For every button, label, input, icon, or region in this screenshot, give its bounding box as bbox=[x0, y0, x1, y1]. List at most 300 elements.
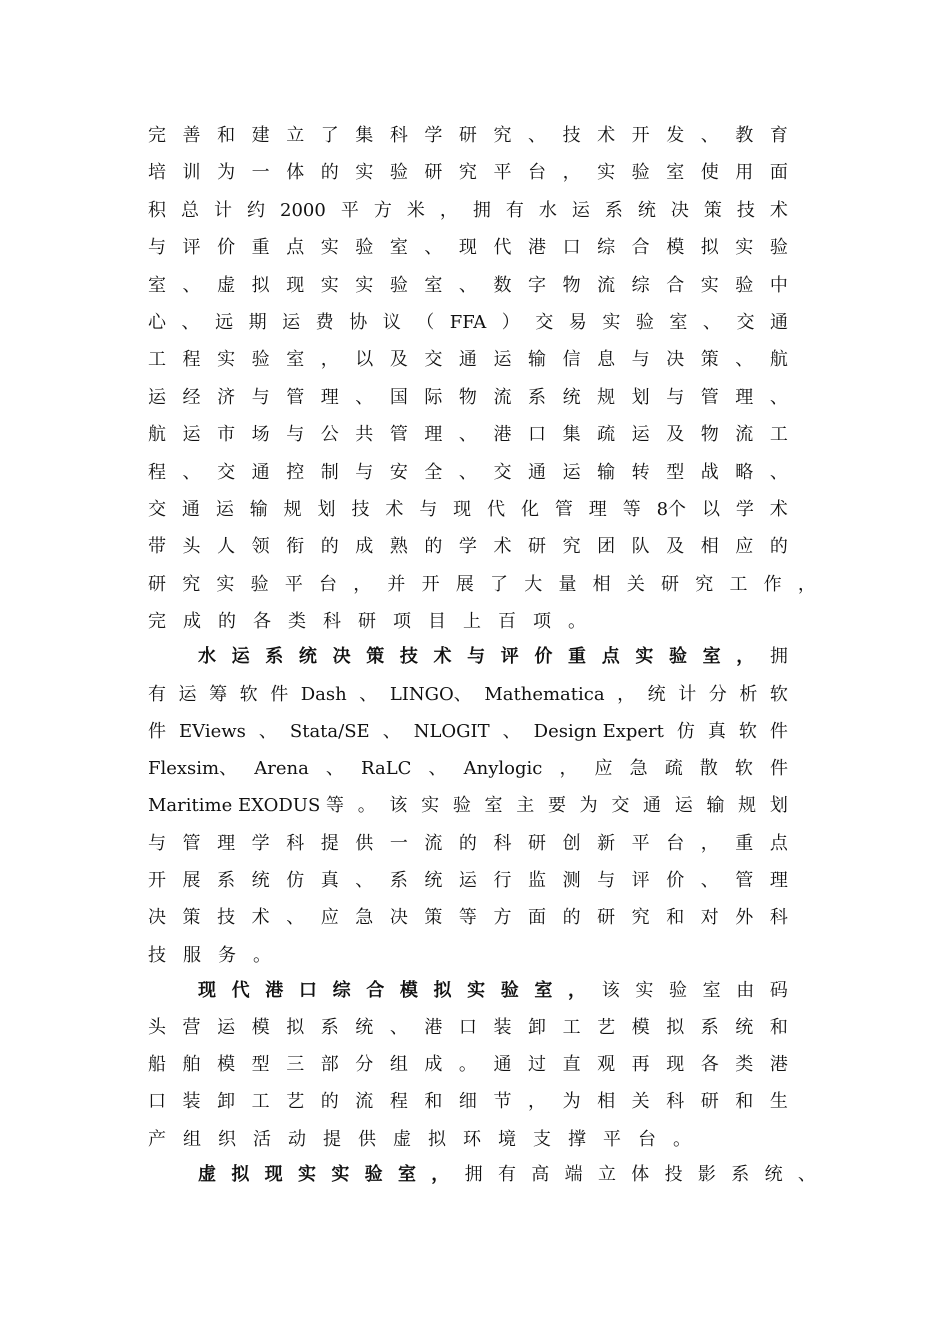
text-token: 再 bbox=[631, 1054, 650, 1075]
text-token: 与 bbox=[631, 349, 650, 370]
bold-heading-char: 水 bbox=[198, 646, 216, 667]
text-token: 艺 bbox=[597, 1017, 616, 1038]
text-token: 理 bbox=[735, 387, 754, 408]
bold-heading-char: 模 bbox=[399, 980, 418, 1001]
text-token: 的 bbox=[218, 611, 236, 632]
text-token: 远 bbox=[215, 312, 234, 333]
text-token: 善 bbox=[182, 125, 201, 146]
text-token: 与 bbox=[286, 424, 305, 445]
bold-heading-char: 现 bbox=[198, 980, 216, 1001]
text-token: 平 bbox=[631, 833, 650, 854]
text-token: 运 bbox=[631, 424, 650, 445]
text-token: 发 bbox=[666, 125, 685, 146]
text-token: 术 bbox=[385, 499, 404, 520]
text-token: 、 bbox=[181, 312, 200, 333]
text-token: 科 bbox=[666, 1091, 685, 1112]
text-token: 相 bbox=[597, 1091, 616, 1112]
bold-heading-char: 代 bbox=[231, 980, 250, 1001]
text-token: 营 bbox=[182, 1017, 201, 1038]
text-token: 型 bbox=[666, 462, 685, 483]
text-token: 口 bbox=[148, 1091, 166, 1112]
text-token: 研 bbox=[700, 1091, 719, 1112]
text-token: 程 bbox=[389, 1091, 408, 1112]
text-token: 研 bbox=[458, 125, 477, 146]
text-token: 要 bbox=[547, 795, 566, 816]
text-token: 制 bbox=[320, 462, 339, 483]
text-token: 策 bbox=[703, 200, 722, 221]
text-token: 科 bbox=[769, 907, 788, 928]
text-token: 决 bbox=[389, 907, 408, 928]
text-token: 领 bbox=[251, 536, 270, 557]
text-token: 作 bbox=[763, 574, 782, 595]
text-token: 三 bbox=[286, 1054, 305, 1075]
text-token: 室 bbox=[702, 980, 721, 1001]
text-token: 输 bbox=[528, 349, 547, 370]
text-token: 实 bbox=[735, 237, 754, 258]
bold-heading-char: 价 bbox=[534, 646, 553, 667]
text-token: 学 bbox=[458, 536, 477, 557]
text-token: 软 bbox=[734, 758, 753, 779]
text-token: 易 bbox=[568, 312, 587, 333]
text-token: 验 bbox=[355, 237, 374, 258]
text-token: 组 bbox=[183, 1129, 201, 1150]
text-token: 为 bbox=[217, 162, 236, 183]
text-token: 研 bbox=[661, 574, 680, 595]
text-token: 室 bbox=[484, 795, 503, 816]
text-token: 行 bbox=[493, 870, 512, 891]
text-token: 积 bbox=[148, 200, 166, 221]
text-token: 、 bbox=[458, 275, 477, 296]
text-token: 运 bbox=[148, 387, 166, 408]
text-token: Flexsim、 bbox=[148, 758, 238, 779]
text-token: 术 bbox=[251, 907, 270, 928]
text-token: ， bbox=[797, 574, 816, 595]
text-token: 服 bbox=[183, 945, 201, 966]
text-line bbox=[148, 1050, 788, 1080]
text-token: 、 bbox=[458, 424, 477, 445]
text-token: 影 bbox=[697, 1164, 716, 1185]
text-token: 平 bbox=[340, 200, 359, 221]
text-token: 开 bbox=[631, 125, 650, 146]
text-token: 和 bbox=[217, 125, 236, 146]
text-token: 模 bbox=[666, 237, 685, 258]
text-token: 相 bbox=[592, 574, 611, 595]
text-token: 各 bbox=[700, 1054, 719, 1075]
text-token: 、 bbox=[355, 870, 374, 891]
text-token: 研 bbox=[358, 611, 376, 632]
text-token: 流 bbox=[597, 275, 616, 296]
text-token: LINGO、 bbox=[389, 684, 472, 705]
text-token: 规 bbox=[283, 499, 302, 520]
text-token: 真 bbox=[707, 721, 726, 742]
text-token: 总 bbox=[181, 200, 199, 221]
text-token: 技 bbox=[562, 125, 581, 146]
text-token: 室 bbox=[389, 237, 408, 258]
text-token: 集 bbox=[562, 424, 581, 445]
text-token: 航 bbox=[148, 424, 166, 445]
text-token: 等 bbox=[458, 907, 477, 928]
text-token: 管 bbox=[182, 833, 201, 854]
text-token: 流 bbox=[355, 1091, 374, 1112]
text-token: 使 bbox=[700, 162, 719, 183]
text-token: 软 bbox=[738, 721, 757, 742]
text-token: 以 bbox=[701, 499, 720, 520]
text-token: 评 bbox=[182, 237, 201, 258]
text-token: 有 bbox=[148, 684, 166, 705]
text-token: 件 bbox=[769, 721, 788, 742]
text-line bbox=[148, 941, 788, 971]
text-token: 虚 bbox=[393, 1129, 411, 1150]
text-token: 完 bbox=[148, 125, 166, 146]
text-token: 大 bbox=[524, 574, 543, 595]
text-token: 类 bbox=[288, 611, 306, 632]
text-token: 台 bbox=[666, 833, 685, 854]
text-token: 直 bbox=[562, 1054, 581, 1075]
text-line bbox=[148, 383, 788, 413]
text-line bbox=[148, 680, 788, 710]
text-token: Arena bbox=[254, 758, 309, 779]
text-token: 生 bbox=[769, 1091, 788, 1112]
text-line bbox=[148, 717, 788, 747]
text-line bbox=[148, 345, 788, 375]
text-token: 运 bbox=[282, 312, 301, 333]
text-token: 开 bbox=[148, 870, 166, 891]
text-token: 。 bbox=[253, 945, 271, 966]
text-token: 目 bbox=[428, 611, 446, 632]
text-token: 、 bbox=[424, 237, 443, 258]
text-token: 物 bbox=[700, 424, 719, 445]
text-token: 学 bbox=[424, 125, 443, 146]
text-token: 决 bbox=[148, 907, 166, 928]
bold-heading-char: 综 bbox=[332, 980, 351, 1001]
text-line bbox=[148, 607, 788, 637]
text-token: 验 bbox=[635, 312, 654, 333]
text-token: 费 bbox=[315, 312, 334, 333]
text-token: 战 bbox=[700, 462, 719, 483]
text-token: 、 bbox=[700, 870, 719, 891]
text-token: 与 bbox=[148, 237, 166, 258]
text-token: 实 bbox=[421, 795, 440, 816]
text-token: 的 bbox=[320, 162, 339, 183]
text-token: 相 bbox=[700, 536, 719, 557]
text-token: 软 bbox=[769, 684, 788, 705]
text-token: 口 bbox=[528, 424, 547, 445]
text-token: 新 bbox=[597, 833, 616, 854]
text-token: 并 bbox=[387, 574, 406, 595]
text-token: 研 bbox=[528, 833, 547, 854]
text-token: 代 bbox=[493, 237, 512, 258]
text-token: 究 bbox=[631, 907, 650, 928]
text-token: 台 bbox=[319, 574, 338, 595]
text-token: 散 bbox=[699, 758, 718, 779]
text-token: 船 bbox=[148, 1054, 166, 1075]
text-token: 卸 bbox=[217, 1091, 236, 1112]
text-token: 验 bbox=[251, 349, 270, 370]
text-token: 合 bbox=[631, 237, 650, 258]
text-token: 带 bbox=[148, 536, 166, 557]
bold-heading-char: 虚 bbox=[198, 1164, 216, 1185]
text-token: 端 bbox=[564, 1164, 583, 1185]
text-token: 学 bbox=[251, 833, 270, 854]
text-token: 支 bbox=[533, 1129, 551, 1150]
text-token: 供 bbox=[358, 1129, 376, 1150]
text-token: 理 bbox=[588, 499, 607, 520]
text-token: 与 bbox=[597, 870, 616, 891]
text-token: 综 bbox=[631, 275, 650, 296]
text-token: 拟 bbox=[251, 275, 270, 296]
text-token: 现 bbox=[458, 237, 477, 258]
text-token: 细 bbox=[458, 1091, 477, 1112]
text-token: 流 bbox=[424, 833, 443, 854]
text-token: 建 bbox=[251, 125, 270, 146]
text-token: 头 bbox=[148, 1017, 166, 1038]
text-line bbox=[148, 196, 788, 226]
text-token: 提 bbox=[320, 833, 339, 854]
text-token: 计 bbox=[678, 684, 697, 705]
text-token: 略 bbox=[735, 462, 754, 483]
text-token: 熟 bbox=[389, 536, 408, 557]
text-token: 与 bbox=[355, 462, 374, 483]
text-token: 用 bbox=[735, 162, 754, 183]
text-token: 通 bbox=[251, 462, 270, 483]
text-token: 培 bbox=[148, 162, 166, 183]
text-token: 协 bbox=[349, 312, 368, 333]
text-token: 运 bbox=[215, 499, 234, 520]
text-token: 理 bbox=[217, 833, 236, 854]
bold-heading-char: 合 bbox=[366, 980, 385, 1001]
text-token: 头 bbox=[182, 536, 201, 557]
text-token: 交 bbox=[148, 499, 166, 520]
text-token: 合 bbox=[666, 275, 685, 296]
text-token: ， bbox=[700, 833, 719, 854]
text-token: 教 bbox=[735, 125, 754, 146]
text-token: 理 bbox=[769, 870, 788, 891]
text-token: ） bbox=[501, 312, 520, 333]
text-token: 经 bbox=[182, 387, 201, 408]
bold-heading-char: 技 bbox=[399, 646, 418, 667]
text-token: 拟 bbox=[700, 237, 719, 258]
text-token: 科 bbox=[286, 833, 305, 854]
text-token: 系 bbox=[320, 1017, 339, 1038]
text-token: 研 bbox=[597, 907, 616, 928]
bold-heading-char: ， bbox=[736, 646, 755, 667]
text-token: 室 bbox=[148, 275, 166, 296]
bold-heading-char: 实 bbox=[467, 980, 486, 1001]
text-token: 点 bbox=[286, 237, 305, 258]
text-token: Design Expert bbox=[533, 721, 664, 742]
text-token: 现 bbox=[453, 499, 472, 520]
text-token: 。 bbox=[568, 611, 586, 632]
text-token: 理 bbox=[320, 387, 339, 408]
text-token: 产 bbox=[148, 1129, 166, 1150]
text-token: 字 bbox=[528, 275, 547, 296]
text-token: 各 bbox=[253, 611, 271, 632]
text-token: 验 bbox=[250, 574, 269, 595]
text-line bbox=[198, 642, 788, 672]
text-token: ， bbox=[617, 684, 636, 705]
text-token: 统 bbox=[735, 1017, 754, 1038]
text-token: 场 bbox=[251, 424, 270, 445]
text-token: 拟 bbox=[428, 1129, 446, 1150]
text-token: 应 bbox=[320, 907, 339, 928]
text-token: 管 bbox=[389, 424, 408, 445]
text-line bbox=[148, 1013, 788, 1043]
text-token: RaLC bbox=[361, 758, 412, 779]
text-token: 的 bbox=[769, 536, 788, 557]
text-token: 综 bbox=[597, 237, 616, 258]
text-token: 究 bbox=[695, 574, 714, 595]
text-token: 急 bbox=[355, 907, 374, 928]
text-token: 室 bbox=[669, 312, 688, 333]
text-token: 术 bbox=[493, 536, 512, 557]
text-token: 通 bbox=[769, 312, 788, 333]
text-token: 和 bbox=[735, 1091, 754, 1112]
text-token: 了 bbox=[320, 125, 339, 146]
text-token: 口 bbox=[562, 237, 581, 258]
text-token: 展 bbox=[455, 574, 474, 595]
text-token: 装 bbox=[493, 1017, 512, 1038]
text-token: 验 bbox=[769, 237, 788, 258]
text-token: 共 bbox=[355, 424, 374, 445]
text-line bbox=[148, 233, 788, 263]
text-token: 策 bbox=[700, 349, 719, 370]
text-token: 流 bbox=[735, 424, 754, 445]
text-token: 、 bbox=[769, 462, 788, 483]
text-token: 与 bbox=[251, 387, 270, 408]
text-token: 输 bbox=[249, 499, 268, 520]
text-token: 拥 bbox=[464, 1164, 483, 1185]
text-token: 过 bbox=[528, 1054, 547, 1075]
text-token: 艺 bbox=[286, 1091, 305, 1112]
text-token: 规 bbox=[738, 795, 757, 816]
bold-heading-char: 验 bbox=[668, 646, 687, 667]
text-token: 体 bbox=[631, 1164, 650, 1185]
bold-heading-char: 术 bbox=[433, 646, 452, 667]
text-token: 由 bbox=[736, 980, 755, 1001]
text-token: 平 bbox=[603, 1129, 621, 1150]
text-token: 与 bbox=[666, 387, 685, 408]
text-token: 2000 bbox=[280, 200, 326, 221]
text-token: 、 bbox=[389, 1017, 408, 1038]
text-token: 口 bbox=[458, 1017, 477, 1038]
text-token: 主 bbox=[516, 795, 535, 816]
text-token: 交 bbox=[493, 462, 512, 483]
text-line bbox=[198, 976, 788, 1006]
text-token: 验 bbox=[452, 795, 471, 816]
text-token: 立 bbox=[286, 125, 305, 146]
text-token: 件 bbox=[770, 758, 788, 779]
text-token: 究 bbox=[493, 125, 512, 146]
text-token: 码 bbox=[769, 980, 788, 1001]
text-token: 立 bbox=[597, 1164, 616, 1185]
text-token: 室 bbox=[666, 162, 685, 183]
text-token: 织 bbox=[218, 1129, 236, 1150]
text-token: 统 bbox=[562, 387, 581, 408]
text-token: 人 bbox=[217, 536, 236, 557]
text-token: 环 bbox=[463, 1129, 481, 1150]
text-token: 上 bbox=[463, 611, 481, 632]
text-token: 平 bbox=[493, 162, 512, 183]
text-token: 应 bbox=[594, 758, 613, 779]
text-token: 仿 bbox=[676, 721, 695, 742]
text-token: 技 bbox=[217, 907, 236, 928]
text-token: 团 bbox=[597, 536, 616, 557]
text-token: 验 bbox=[631, 162, 650, 183]
text-token: 通 bbox=[643, 795, 662, 816]
bold-heading-char: 实 bbox=[297, 1164, 316, 1185]
text-token: 关 bbox=[626, 574, 645, 595]
text-token: 策 bbox=[424, 907, 443, 928]
text-token: 系 bbox=[528, 387, 547, 408]
text-token: 划 bbox=[317, 499, 336, 520]
bold-heading-char: 室 bbox=[702, 646, 721, 667]
text-token: 与 bbox=[419, 499, 438, 520]
text-token: 评 bbox=[631, 870, 650, 891]
text-token: 节 bbox=[493, 1091, 512, 1112]
text-token: 运 bbox=[217, 1017, 236, 1038]
text-token: 研 bbox=[424, 162, 443, 183]
text-line bbox=[148, 791, 788, 821]
text-token: 和 bbox=[666, 907, 685, 928]
text-token: 航 bbox=[769, 349, 788, 370]
text-line bbox=[148, 495, 788, 525]
text-token: FFA bbox=[449, 312, 487, 333]
text-token: 、 bbox=[325, 758, 344, 779]
text-token: （ bbox=[416, 312, 435, 333]
text-token: 室 bbox=[286, 349, 305, 370]
text-token: 统 bbox=[355, 1017, 374, 1038]
text-token: 。 bbox=[673, 1129, 691, 1150]
text-token: 计 bbox=[214, 200, 232, 221]
bold-heading-char: 拟 bbox=[231, 1164, 250, 1185]
text-token: 港 bbox=[769, 1054, 788, 1075]
text-token: 关 bbox=[631, 1091, 650, 1112]
text-token: 工 bbox=[769, 424, 788, 445]
text-token: 以 bbox=[355, 349, 374, 370]
text-token: 现 bbox=[286, 275, 305, 296]
text-token: 现 bbox=[666, 1054, 685, 1075]
text-token: 开 bbox=[421, 574, 440, 595]
text-token: 组 bbox=[389, 1054, 408, 1075]
text-token: 筹 bbox=[209, 684, 228, 705]
text-token: 交 bbox=[217, 462, 236, 483]
text-token: 方 bbox=[493, 907, 512, 928]
bold-heading-char: 室 bbox=[534, 980, 553, 1001]
text-token: 测 bbox=[562, 870, 581, 891]
text-token: ， bbox=[353, 574, 372, 595]
bold-heading-char: 验 bbox=[364, 1164, 383, 1185]
text-token: 港 bbox=[493, 424, 512, 445]
text-token: 工 bbox=[251, 1091, 270, 1112]
text-token: 策 bbox=[182, 907, 201, 928]
text-token: 提 bbox=[323, 1129, 341, 1150]
text-token: 。 bbox=[357, 795, 376, 816]
text-token: 实 bbox=[700, 275, 719, 296]
text-token: 际 bbox=[424, 387, 443, 408]
text-token: 科 bbox=[389, 125, 408, 146]
text-token: 验 bbox=[668, 980, 687, 1001]
text-token: 工 bbox=[729, 574, 748, 595]
text-token: 交 bbox=[424, 349, 443, 370]
text-token: 疏 bbox=[597, 424, 616, 445]
bold-heading-char: 港 bbox=[265, 980, 284, 1001]
text-token: 管 bbox=[286, 387, 305, 408]
text-token: 展 bbox=[182, 870, 201, 891]
text-token: 拥 bbox=[472, 200, 491, 221]
text-token: 通 bbox=[181, 499, 200, 520]
text-token: 境 bbox=[498, 1129, 516, 1150]
text-token: 、 bbox=[502, 721, 521, 742]
